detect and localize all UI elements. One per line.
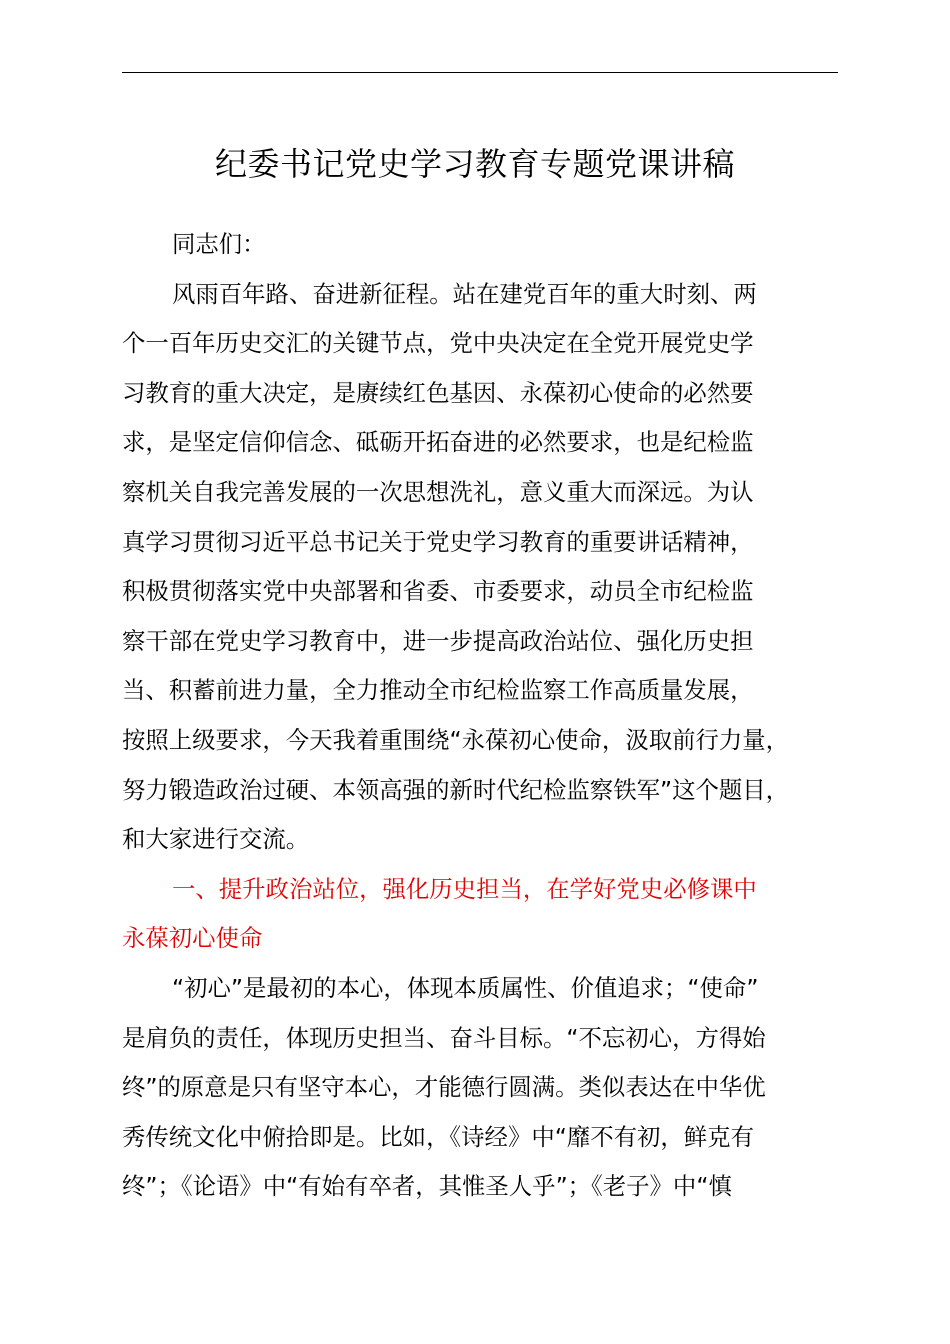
paragraph-1 [122,270,838,865]
paragraph-2-line: 秀传统文化中俯拾即是。比如，《诗经》中“靡不有初，鲜克有 [122,1122,754,1151]
paragraph-1-line: 习教育的重大决定，是赓续红色基因、永葆初心使命的必然要 [122,378,754,407]
paragraph-1-line: 真学习贯彻习近平总书记关于党史学习教育的重要讲话精神， [122,527,754,556]
paragraph-1-line: 风雨百年路、奋进新征程。站在建党百年的重大时刻、两 [172,279,757,308]
paragraph-1-line: 积极贯彻落实党中央部署和省委、市委要求，动员全市纪检监 [122,577,754,606]
paragraph-1-line: 个一百年历史交汇的关键节点，党中央决定在全党开展党史学 [122,329,754,358]
section-1-heading-line: 一、提升政治站位，强化历史担当，在学好党史必修课中 [172,874,757,903]
salutation: 同志们： [172,230,266,258]
paragraph-2-line: 终”；《论语》中“有始有卒者，其惟圣人乎”；《老子》中“慎 [122,1172,732,1201]
section-1-heading [122,865,838,964]
paragraph-1-line: 和大家进行交流。 [122,825,310,854]
paragraph-2-line: 是肩负的责任，体现历史担当、奋斗目标。“不忘初心，方得始 [122,1023,766,1052]
paragraph-1-line: 求，是坚定信仰信念、砥砺开拓奋进的必然要求，也是纪检监 [122,428,754,457]
paragraph-1-line: 按照上级要求，今天我着重围绕“永葆初心使命，汲取前行力量， [122,725,790,754]
paragraph-2 [122,964,838,1212]
section-1-heading-line: 永葆初心使命 [122,924,263,953]
paragraph-1-line: 当、积蓄前进力量，全力推动全市纪检监察工作高质量发展， [122,676,754,705]
paragraph-1-line: 察干部在党史学习教育中，进一步提高政治站位、强化历史担 [122,626,754,655]
paragraph-1-line: 努力锻造政治过硬、本领高强的新时代纪检监察铁军”这个题目， [122,775,790,804]
paragraph-1-line: 察机关自我完善发展的一次思想洗礼，意义重大而深远。为认 [122,477,754,506]
paragraph-2-line: “初心”是最初的本心，体现本质属性、价值追求；“使命” [172,973,759,1002]
paragraph-2-line: 终”的原意是只有坚守本心，才能德行圆满。类似表达在中华优 [122,1073,766,1102]
document-title: 纪委书记党史学习教育专题党课讲稿 [214,145,735,183]
header-rule [122,72,838,73]
document-body [122,220,838,1212]
